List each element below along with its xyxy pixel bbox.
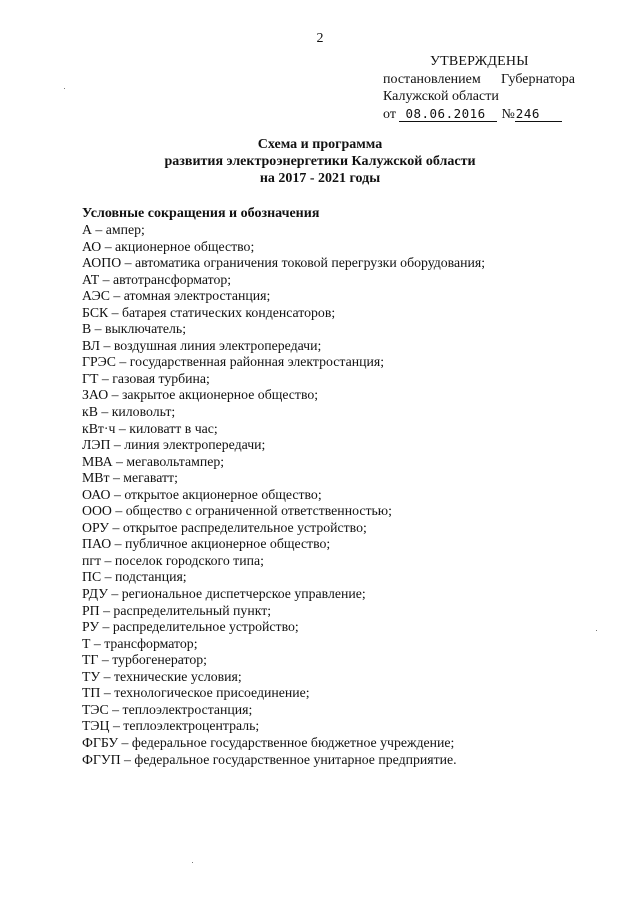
- date-number-line: [383, 106, 583, 124]
- list-item: ГРЭС – государственная районная электростанция;: [82, 354, 385, 370]
- list-item: АЭС – атомная электростанция;: [82, 288, 271, 304]
- list-item: МВА – мегавольтампер;: [82, 453, 225, 469]
- title-line-2: развития электроэнергетики Калужской области: [164, 153, 476, 169]
- page-number: 2: [316, 31, 324, 46]
- list-item: ТП – технологическое присоединение;: [82, 685, 310, 701]
- list-item: ООО – общество с ограниченной ответственностью;: [82, 503, 392, 519]
- list-item: ОРУ – открытое распределительное устройство;: [82, 519, 367, 535]
- scan-speck: [596, 630, 597, 631]
- list-item: РУ – распределительное устройство;: [82, 619, 299, 635]
- list-item: БСК – батарея статических конденсаторов;: [82, 304, 336, 320]
- issuer-line: [383, 71, 575, 89]
- governor-label: Губернатора: [500, 71, 575, 87]
- list-item: РДУ – региональное диспетчерское управление;: [82, 586, 366, 602]
- list-item: ПС – подстанция;: [82, 569, 187, 585]
- list-item: В – выключатель;: [82, 321, 187, 337]
- list-item: ТЭС – теплоэлектростанция;: [82, 701, 253, 717]
- scan-speck: [64, 88, 65, 89]
- list-item: ФГУП – федеральное государственное унитарное предприятие.: [82, 751, 457, 767]
- approved-label: УТВЕРЖДЕНЫ: [430, 54, 529, 69]
- approval-number: 246: [515, 107, 562, 122]
- list-item: ЛЭП – линия электропередачи;: [82, 437, 266, 453]
- document-title: [0, 137, 640, 187]
- list-item: ОАО – открытое акционерное общество;: [82, 486, 322, 502]
- list-item: АОПО – автоматика ограничения токовой перегрузки оборудования;: [82, 255, 486, 271]
- title-line-1: Схема и программа: [257, 137, 383, 152]
- list-item: ФГБУ – федеральное государственное бюджетное учреждение;: [82, 734, 455, 750]
- list-item: ТЭЦ – теплоэлектроцентраль;: [82, 718, 260, 734]
- list-item: МВт – мегаватт;: [82, 470, 178, 486]
- region-label: Калужской области: [383, 89, 499, 104]
- approval-stamp: [383, 53, 583, 123]
- list-item: ТУ – технические условия;: [82, 668, 242, 684]
- list-item: АО – акционерное общество;: [82, 238, 255, 254]
- list-item: ПАО – публичное акционерное общество;: [82, 536, 331, 552]
- list-item: кВт·ч – киловатт в час;: [82, 420, 218, 436]
- issued-by-label: постановлением: [383, 71, 481, 87]
- list-item: А – ампер;: [82, 222, 145, 237]
- list-item: ГТ – газовая турбина;: [82, 370, 210, 386]
- list-item: АТ – автотрансформатор;: [82, 271, 232, 287]
- list-item: РП – распределительный пункт;: [82, 602, 272, 618]
- abbreviations-section: [82, 205, 602, 768]
- list-item: Т – трансформатор;: [82, 635, 198, 651]
- title-line-3: на 2017 - 2021 годы: [259, 170, 381, 186]
- list-item: ЗАО – закрытое акционерное общество;: [82, 387, 319, 403]
- list-item: кВ – киловольт;: [82, 404, 176, 420]
- abbreviations-heading: Условные сокращения и обозначения: [82, 206, 320, 221]
- date-prefix: от: [383, 106, 396, 122]
- approval-date: 08.06.2016: [399, 107, 497, 122]
- list-item: ВЛ – воздушная линия электропередачи;: [82, 337, 322, 353]
- number-sign: №: [501, 106, 515, 122]
- scan-speck: [192, 862, 193, 863]
- abbreviations-list: [82, 222, 602, 768]
- list-item: пгт – поселок городского типа;: [82, 552, 264, 568]
- list-item: ТГ – турбогенератор;: [82, 652, 208, 668]
